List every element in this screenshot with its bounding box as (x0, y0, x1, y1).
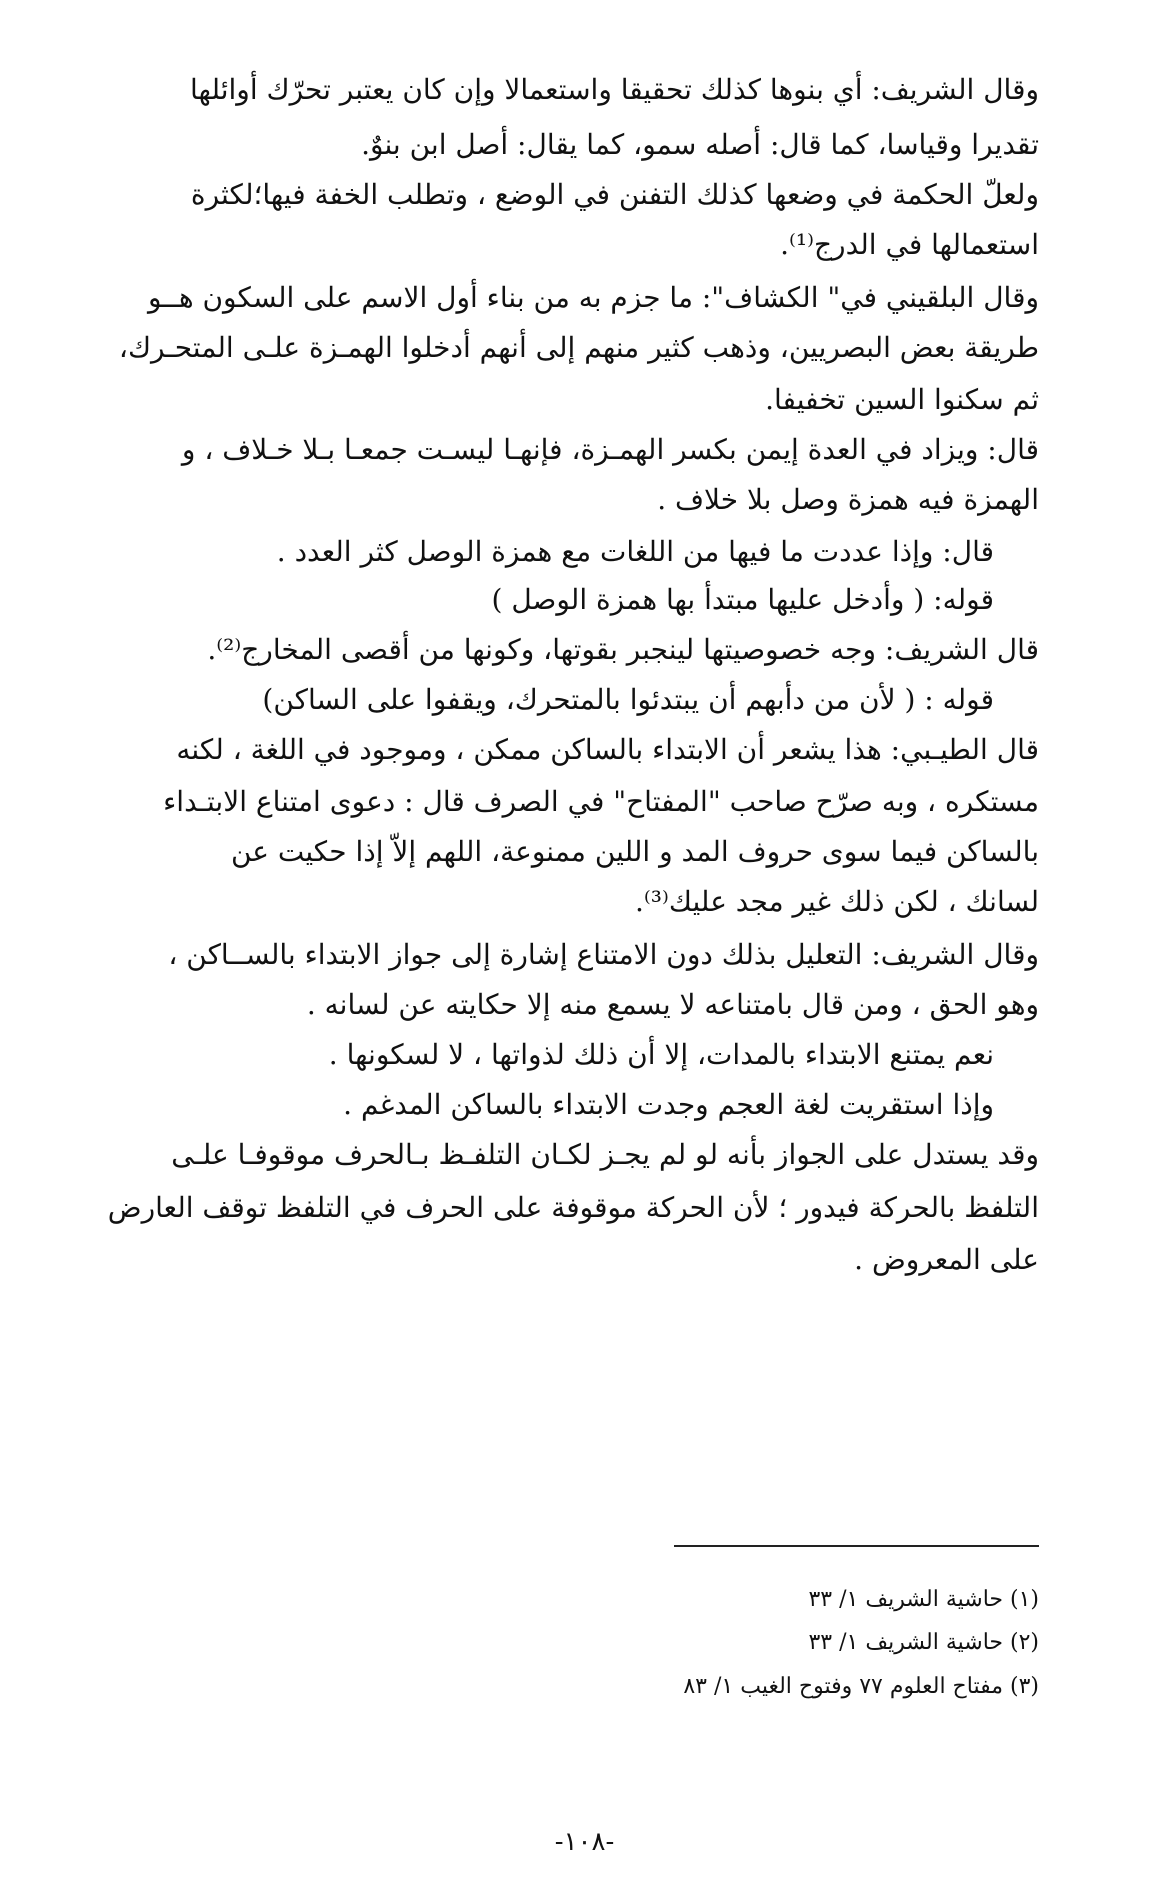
body-line-21: وإذا استقريت لغة العجم وجدت الابتداء بالساكن المدغم . (343, 1088, 994, 1121)
body-line-16: بالساكن فيما سوى حروف المد و اللين ممنوعة، اللهم إلاّ إذا حكيت عن (230, 835, 1039, 868)
page-number: -١٠٨- (554, 1827, 615, 1857)
footnote-separator (674, 1545, 1039, 1547)
footnote-3: (٣) مفتاح العلوم ٧٧ وفتوح الغيب ١/ ٨٣ (683, 1674, 1039, 1699)
body-line-12: قال الشريف: وجه خصوصيتها لينجبر بقوتها، وكونها من أقصى المخارج⁽²⁾. (207, 633, 1039, 666)
footnote-2: (٢) حاشية الشريف ١/ ٣٣ (808, 1630, 1039, 1655)
body-line-23: التلفظ بالحركة فيدور ؛ لأن الحركة موقوفة على الحرف في التلفظ توقف العارض (107, 1191, 1039, 1224)
body-line-10: قال: وإذا عددت ما فيها من اللغات مع همزة الوصل كثر العدد . (276, 535, 994, 568)
body-line-22: وقد يستدل على الجواز بأنه لو لم يجـز لكـان التلفـظ بـالحرف موقوفـا علـى (171, 1138, 1039, 1171)
footnote-1: (١) حاشية الشريف ١/ ٣٣ (808, 1587, 1039, 1612)
body-line-19: وهو الحق ، ومن قال بامتناعه لا يسمع منه إلا حكايته عن لسانه . (306, 988, 1039, 1021)
body-line-3: ولعلّ الحكمة في وضعها كذلك التفنن في الوضع ، وتطلب الخفة فيها؛لكثرة (190, 178, 1039, 211)
body-line-17: لسانك ، لكن ذلك غير مجد عليك⁽³⁾. (634, 885, 1039, 918)
body-line-11: قوله: ( وأدخل عليها مبتدأ بها همزة الوصل ) (491, 583, 994, 616)
body-line-2: تقديرا وقياسا، كما قال: أصله سمو، كما يقال: أصل ابن بنوٌ. (361, 128, 1039, 161)
body-line-7: ثم سكنوا السين تخفيفا. (765, 383, 1039, 416)
body-line-8: قال: ويزاد في العدة إيمن بكسر الهمـزة، فإنهـا ليسـت جمعـا بـلا خـلاف ، و (181, 433, 1039, 466)
body-line-18: وقال الشريف: التعليل بذلك دون الامتناع إشارة إلى جواز الابتداء بالســاكن ، (168, 938, 1039, 971)
body-line-15: مستكره ، وبه صرّح صاحب "المفتاح" في الصرف قال : دعوى امتناع الابتـداء (163, 785, 1039, 818)
body-line-24: على المعروض . (854, 1243, 1039, 1276)
body-line-6: طريقة بعض البصريين، وذهب كثير منهم إلى أنهم أدخلوا الهمـزة علـى المتحـرك، (118, 331, 1039, 364)
body-line-5: وقال البلقيني في" الكشاف": ما جزم به من بناء أول الاسم على السكون هــو (147, 281, 1039, 314)
body-line-20: نعم يمتنع الابتداء بالمدات، إلا أن ذلك لذواتها ، لا لسكونها . (328, 1038, 994, 1071)
body-line-4: استعمالها في الدرج⁽¹⁾. (780, 228, 1039, 261)
body-line-14: قال الطيـبي: هذا يشعر أن الابتداء بالساكن ممكن ، وموجود في اللغة ، لكنه (176, 733, 1039, 766)
body-line-1: وقال الشريف: أي بنوها كذلك تحقيقا واستعمالا وإن كان يعتبر تحرّك أوائلها (190, 73, 1039, 106)
body-line-13: قوله : ( لأن من دأبهم أن يبتدئوا بالمتحرك، ويقفوا على الساكن) (262, 683, 994, 716)
body-line-9: الهمزة فيه همزة وصل بلا خلاف . (657, 483, 1039, 516)
